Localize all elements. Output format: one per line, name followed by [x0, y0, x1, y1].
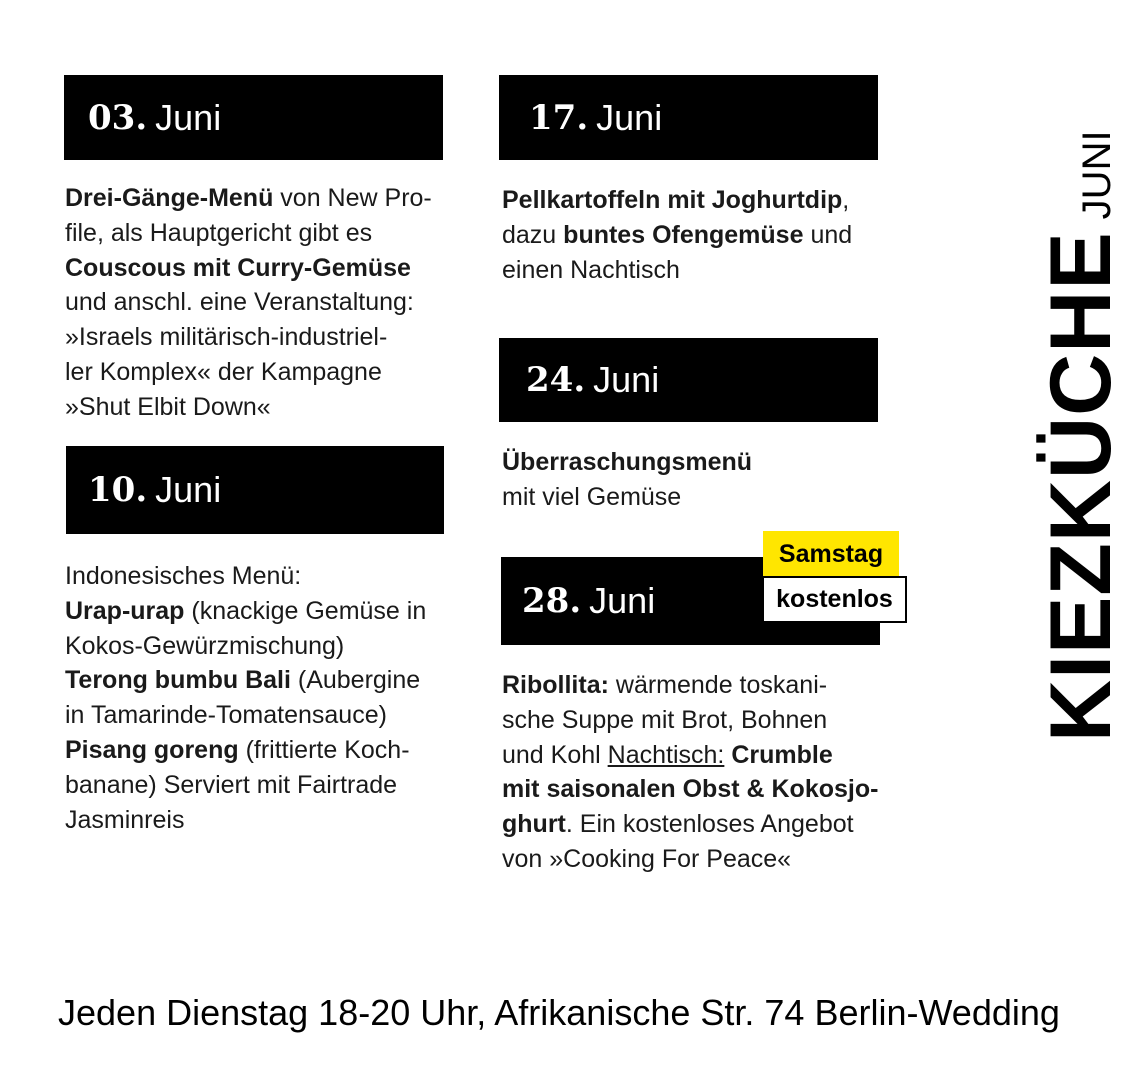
side-title-sub: JUNI	[1075, 130, 1119, 220]
footer-schedule: Jeden Dienstag 18-20 Uhr, Afrikanische Str. 74 Berlin-Wedding	[58, 992, 1060, 1033]
text-segment: . Ein kostenloses Angebot	[565, 810, 854, 839]
event-description	[502, 445, 902, 515]
text-segment: ,	[842, 186, 850, 214]
text-segment: »Shut Elbit Down«	[65, 392, 271, 421]
bold-text: Ribollita:	[502, 671, 609, 699]
free-badge: kostenlos	[762, 576, 907, 623]
description-line	[65, 594, 465, 629]
bold-text: Überraschungsmenü	[502, 448, 753, 476]
saturday-badge: Samstag	[763, 531, 899, 577]
bold-text: ghurt	[502, 810, 566, 839]
event-description	[65, 559, 465, 837]
description-line	[65, 629, 465, 664]
date-day: 28.	[522, 581, 582, 621]
side-title	[1033, 130, 1129, 742]
bold-text: Terong bumbu Bali	[65, 666, 291, 695]
description-line	[502, 183, 902, 218]
bold-text: Pellkartoffeln mit Joghurtdip	[502, 186, 843, 214]
text-segment: von »Cooking For Peace«	[502, 844, 792, 873]
description-line	[65, 355, 465, 390]
text-segment: einen Nachtisch	[502, 255, 680, 284]
date-header-0	[64, 75, 443, 160]
description-line	[502, 772, 902, 807]
description-line	[65, 251, 465, 286]
description-line	[502, 842, 902, 877]
date-header-2	[499, 75, 878, 160]
text-segment: banane) Serviert mit Fairtrade	[65, 770, 398, 799]
text-segment: »Israels militärisch-industriel-	[65, 323, 388, 352]
description-line	[502, 738, 902, 773]
date-month: Juni	[596, 96, 663, 138]
text-segment: in Tamarinde-Tomatensauce)	[65, 701, 387, 730]
description-line	[65, 698, 465, 733]
description-line	[65, 768, 465, 803]
text-segment: Jasminreis	[65, 805, 185, 834]
event-description	[65, 181, 465, 425]
bold-text: Urap-urap	[65, 596, 185, 625]
description-line	[502, 480, 902, 515]
text-segment: (Aubergine	[290, 666, 421, 695]
description-line	[65, 803, 465, 838]
text-segment: und anschl. eine Veranstaltung:	[65, 288, 414, 317]
description-line	[65, 181, 465, 216]
date-day: 24.	[526, 360, 586, 400]
description-line	[502, 807, 902, 842]
description-line	[65, 320, 465, 355]
text-segment: file, als Hauptgericht gibt es	[65, 218, 373, 247]
text-segment: Nachtisch:	[607, 740, 725, 769]
text-segment: ler Komplex« der Kampagne	[65, 357, 382, 386]
description-line	[65, 216, 465, 251]
event-description	[502, 668, 902, 877]
date-month: Juni	[589, 580, 656, 621]
description-line	[65, 559, 465, 594]
text-segment: Indonesisches Menü:	[65, 562, 302, 590]
text-segment: und Kohl	[502, 740, 608, 769]
bold-text: buntes Ofengemüse	[563, 220, 804, 249]
date-month: Juni	[593, 359, 660, 400]
description-line	[502, 703, 902, 738]
description-line	[65, 285, 465, 320]
description-line	[502, 445, 902, 480]
date-header-1	[66, 446, 444, 534]
date-month: Juni	[155, 469, 222, 510]
text-segment: dazu	[502, 220, 564, 249]
text-segment: Kokos-Gewürzmischung)	[65, 631, 345, 660]
bold-text: Couscous mit Curry-Gemüse	[65, 253, 411, 282]
text-segment: (knackige Gemüse in	[184, 596, 427, 625]
description-line	[502, 218, 902, 253]
description-line	[65, 733, 465, 768]
date-day: 10.	[88, 470, 148, 510]
text-segment: mit viel Gemüse	[502, 482, 682, 511]
text-segment: (frittierte Koch-	[238, 735, 410, 764]
bold-text: Pisang goreng	[65, 735, 239, 764]
bold-text: mit saisonalen Obst & Kokosjo-	[502, 775, 879, 804]
text-segment: sche Suppe mit Brot, Bohnen	[502, 705, 828, 734]
date-day: 03.	[88, 97, 148, 138]
date-day: 17.	[529, 97, 589, 138]
event-description	[502, 183, 902, 287]
description-line	[65, 390, 465, 425]
bold-text: Crumble	[731, 740, 833, 769]
date-month: Juni	[155, 96, 222, 138]
text-segment: von New Pro-	[273, 184, 432, 212]
description-line	[65, 663, 465, 698]
text-segment: wärmende toskani-	[608, 671, 828, 699]
text-segment: und	[803, 220, 853, 249]
bold-text: Drei-Gänge-Menü	[65, 184, 274, 212]
side-title-main: KIEZKÜCHE	[1033, 231, 1129, 742]
description-line	[502, 668, 902, 703]
date-header-3	[499, 338, 878, 422]
description-line	[502, 253, 902, 288]
